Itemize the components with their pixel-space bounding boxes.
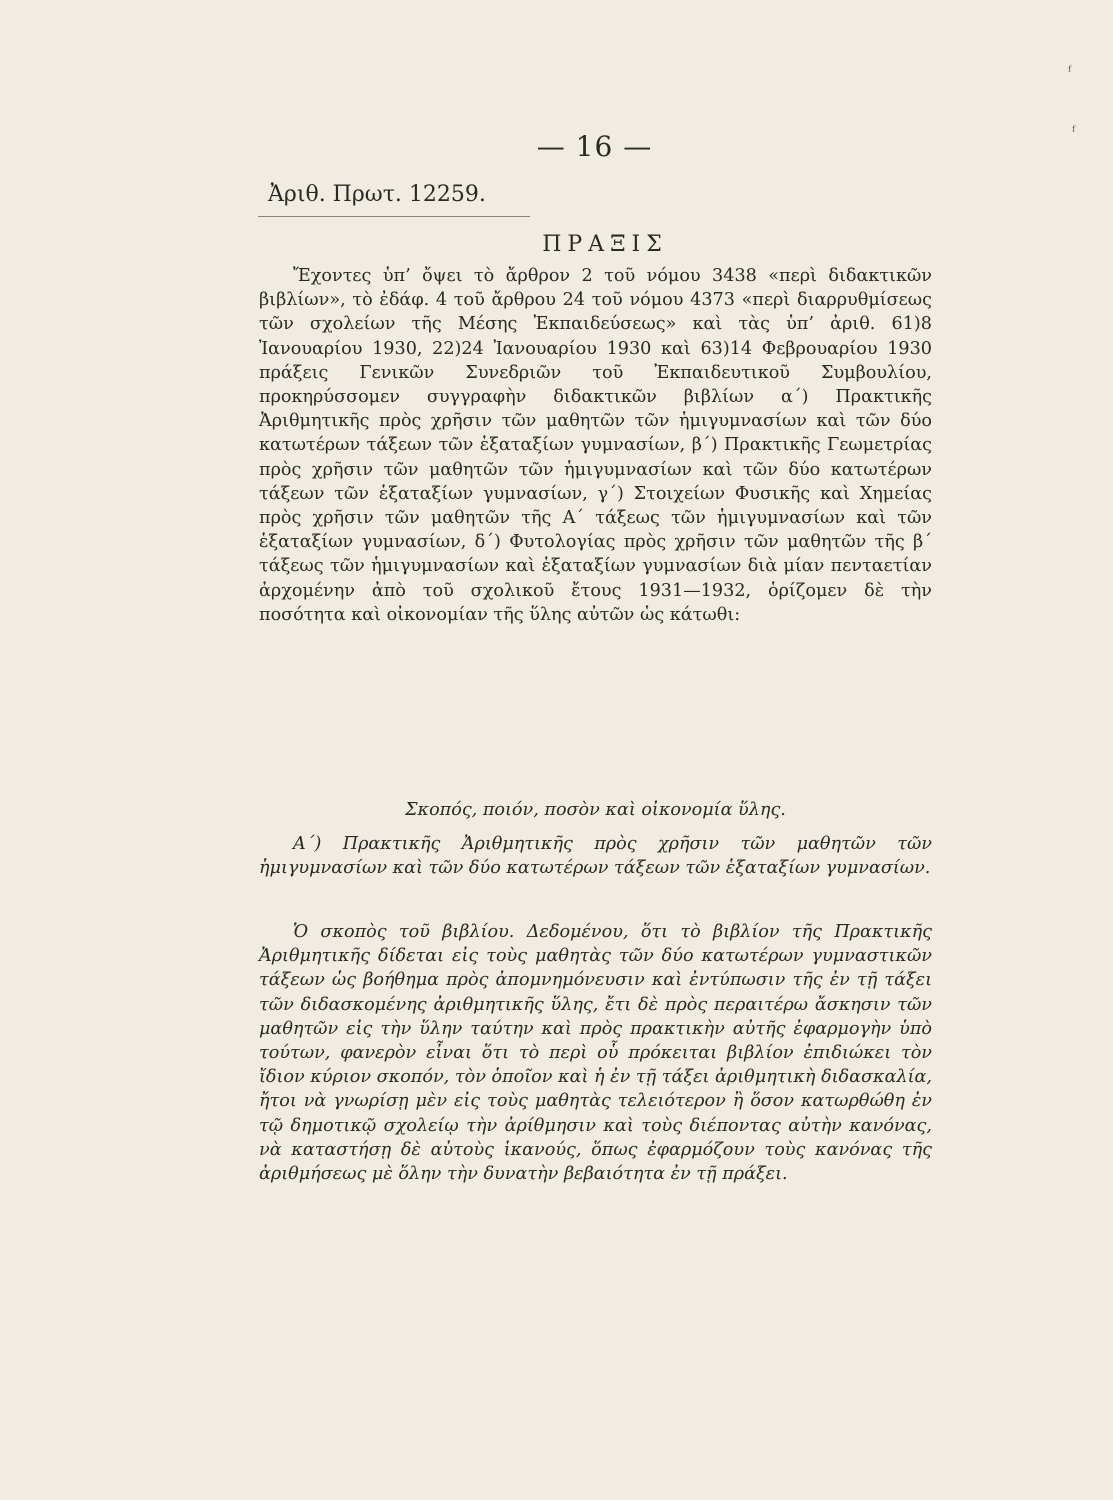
margin-speck: ᶠ (1072, 124, 1076, 140)
body-paragraph-1: Ἔχοντες ὑπ’ ὄψει τὸ ἄρθρον 2 τοῦ νόμου 3438 «περὶ διδακτικῶν βιβλίων», τὸ ἐδάφ. 4 τοῦ ἄρθρου 24 τοῦ νόμου 4373 «περὶ διαρρυθμίσεως τῶν σχολείων τῆς Μέσης Ἐκπαιδεύσεως» καὶ τὰς ὑπ’ ἀριθ. 61)8 Ἰανουαρίου 1930, 22)24 Ἰανουαρίου 1930 καὶ 63)14 Φεβρουαρίου 1930 πράξεις Γενικῶν Συνεδριῶν τοῦ Ἐκπαιδευτικοῦ Συμβουλίου, προκηρύσσομεν συγγραφὴν διδακτικῶν βιβλίων α΄) Πρακτικῆς Ἀριθμητικῆς πρὸς χρῆσιν τῶν μαθητῶν τῶν ἡμιγυμνασίων καὶ τῶν δύο κατωτέρων τάξεων τῶν ἑξαταξίων γυμνασίων, β΄) Πρακτικῆς Γεωμετρίας πρὸς χρῆσιν τῶν μαθητῶν τῶν ἡμιγυμνασίων καὶ τῶν δύο κατωτέρων τάξεων τῶν ἑξαταξίων γυμνασίων, γ΄) Στοιχείων Φυσικῆς καὶ Χημείας πρὸς χρῆσιν τῶν μαθητῶν τῆς Α΄ τάξεως τῶν ἡμιγυμνασίων καὶ τῶν ἑξαταξίων γυμνασίων, δ΄) Φυτολογίας πρὸς χρῆσιν τῶν μαθητῶν τῆς β΄ τάξεως τῶν ἡμιγυμνασίων καὶ ἑξαταξίων γυμνασίων διὰ μίαν πενταετίαν ἀρχομένην ἀπὸ τοῦ σχολικοῦ ἔτους 1931—1932, ὁρίζομεν δὲ τὴν ποσότητα καὶ οἰκονομίαν τῆς ὕλης αὐτῶν ὡς κάτωθι: (259, 266, 932, 625)
margin-speck: ᶠ (1068, 64, 1072, 80)
section-a-title: Α΄) Πρακτικῆς Ἀριθμητικῆς πρὸς χρῆσιν τῶν μαθητῶν τῶν ἡμιγυμνασίων καὶ τῶν δύο κατωτέρων τάξεων τῶν ἑξαταξίων γυμνασίων. (259, 834, 932, 879)
protocol-number: Ἀριθ. Πρωτ. 12259. (268, 182, 486, 207)
subsection-title: Σκοπός, ποιόν, ποσὸν καὶ οἰκονομία ὕλης. (405, 800, 786, 820)
body-paragraph-2: Ὁ σκοπὸς τοῦ βιβλίου. Δεδομένου, ὅτι τὸ βιβλίον τῆς Πρακτικῆς Ἀριθμητικῆς δίδεται εἰς τοὺς μαθητὰς τῶν δύο κατωτέρων γυμναστικῶν τάξεων ὡς βοήθημα πρὸς ἀπομνημόνευσιν καὶ ἐντύπωσιν τῆς ἐν τῇ τάξει τῶν διδασκομένης ἀριθμητικῆς ὕλης, ἔτι δὲ πρὸς περαιτέρω ἄσκησιν τῶν μαθητῶν εἰς τὴν ὕλην ταύτην καὶ πρὸς πρακτικὴν αὐτῆς ἐφαρμογὴν ὑπὸ τούτων, φανερὸν εἶναι ὅτι τὸ περὶ οὗ πρόκειται βιβλίον ἐπιδιώκει τὸν ἴδιον κύριον σκοπόν, τὸν ὁποῖον καὶ ἡ ἐν τῇ τάξει ἀριθμητικὴ διδασκαλία, ἤτοι νὰ γνωρίσῃ μὲν εἰς τοὺς μαθητὰς τελειότερον ἢ ὅσον κατωρθώθη ἐν τῷ δημοτικῷ σχολείῳ τὴν ἀρίθμησιν καὶ τοὺς διέποντας αὐτὴν κανόνας, νὰ καταστήσῃ δὲ αὐτοὺς ἱκανούς, ὅπως ἐφαρμόζουν τοὺς κανόνας τῆς ἀριθμήσεως μὲ ὅλην τὴν δυνατὴν βεβαιότητα ἐν τῇ πράξει. (259, 922, 932, 1185)
page-number: — 16 — (536, 130, 653, 163)
section-heading: ΠΡΑΞΙΣ (542, 232, 668, 257)
protocol-underline (258, 216, 530, 217)
